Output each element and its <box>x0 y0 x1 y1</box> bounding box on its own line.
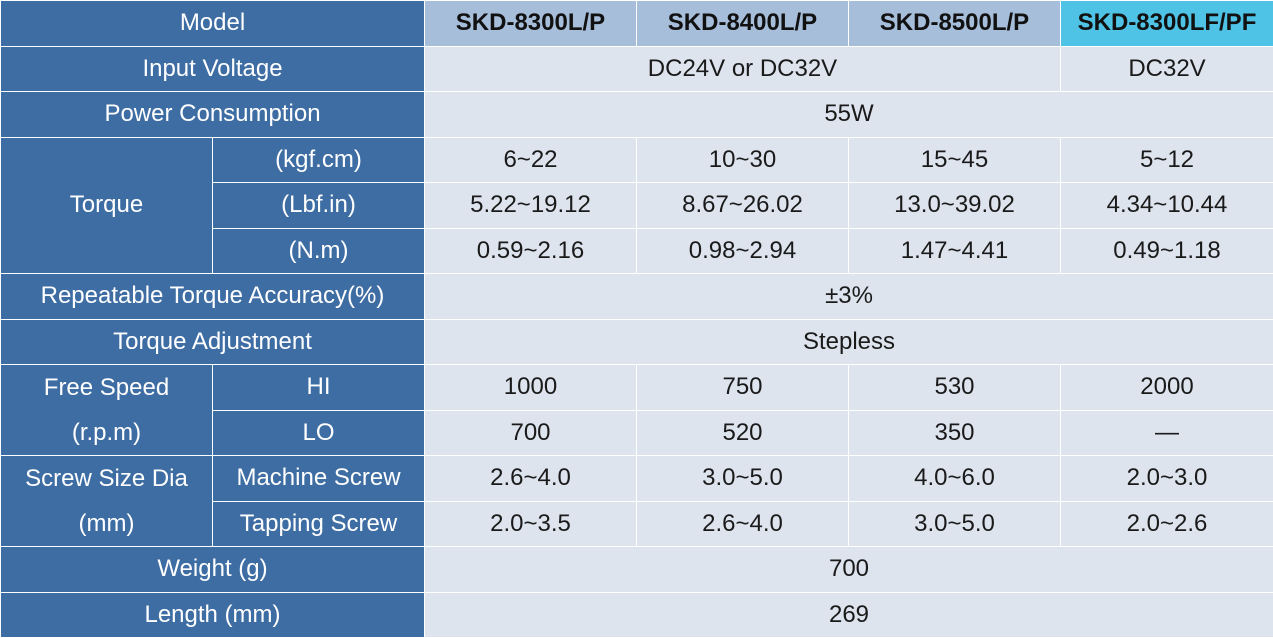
model-label: Model <box>1 1 425 47</box>
row-label: Power Consumption <box>1 92 425 138</box>
label-stack <box>1 456 212 546</box>
model-header: SKD-8400L/P <box>637 1 849 47</box>
cell-value: 3.0~5.0 <box>637 456 849 502</box>
model-header: SKD-8500L/P <box>849 1 1061 47</box>
label-stack <box>1 365 212 455</box>
cell-value: 520 <box>637 410 849 456</box>
cell-value: 0.49~1.18 <box>1061 228 1273 274</box>
cell-value: 2.6~4.0 <box>637 501 849 547</box>
free-speed-row <box>1 365 1273 411</box>
model-header: SKD-8300L/P <box>425 1 637 47</box>
cell-value: 700 <box>425 410 637 456</box>
row-label: Input Voltage <box>1 46 425 92</box>
label-line: (mm) <box>1 510 212 538</box>
cell-value: 530 <box>849 365 1061 411</box>
cell-value: — <box>1061 410 1273 456</box>
cell-value: 700 <box>425 547 1273 593</box>
cell-value: 8.67~26.02 <box>637 183 849 229</box>
label-line: Free Speed <box>1 374 212 402</box>
cell-value: 2.0~3.5 <box>425 501 637 547</box>
cell-value: 4.0~6.0 <box>849 456 1061 502</box>
sub-label: HI <box>213 365 425 411</box>
cell-value: 13.0~39.02 <box>849 183 1061 229</box>
sub-label: Machine Screw <box>213 456 425 502</box>
model-header: SKD-8300LF/PF <box>1061 1 1273 47</box>
sub-label: Tapping Screw <box>213 501 425 547</box>
cell-value: 2.0~3.0 <box>1061 456 1273 502</box>
row-label: Weight (g) <box>1 547 425 593</box>
unit-label: (Lbf.in) <box>213 183 425 229</box>
label-line: (r.p.m) <box>1 419 212 447</box>
sub-label: LO <box>213 410 425 456</box>
cell-value: DC32V <box>1061 46 1273 92</box>
row-label <box>1 456 213 547</box>
cell-value: 1.47~4.41 <box>849 228 1061 274</box>
row-label: Torque <box>1 137 213 274</box>
row-label: Repeatable Torque Accuracy(%) <box>1 274 425 320</box>
input-voltage-row <box>1 46 1273 92</box>
cell-value: 750 <box>637 365 849 411</box>
cell-value: 5.22~19.12 <box>425 183 637 229</box>
unit-label: (kgf.cm) <box>213 137 425 183</box>
cell-value: 5~12 <box>1061 137 1273 183</box>
length-row <box>1 592 1273 638</box>
cell-value: ±3% <box>425 274 1273 320</box>
cell-value: Stepless <box>425 319 1273 365</box>
model-row <box>1 1 1273 47</box>
cell-value: 2000 <box>1061 365 1273 411</box>
adjustment-row <box>1 319 1273 365</box>
cell-value: 4.34~10.44 <box>1061 183 1273 229</box>
cell-value: 10~30 <box>637 137 849 183</box>
power-row <box>1 92 1273 138</box>
screw-size-row <box>1 456 1273 502</box>
cell-value: 0.98~2.94 <box>637 228 849 274</box>
cell-value: 269 <box>425 592 1273 638</box>
cell-value: 2.0~2.6 <box>1061 501 1273 547</box>
row-label <box>1 365 213 456</box>
cell-value: 1000 <box>425 365 637 411</box>
cell-value: 2.6~4.0 <box>425 456 637 502</box>
cell-value: 55W <box>425 92 1273 138</box>
cell-value: 15~45 <box>849 137 1061 183</box>
cell-value: 350 <box>849 410 1061 456</box>
cell-value: 0.59~2.16 <box>425 228 637 274</box>
label-line: Screw Size Dia <box>1 465 212 493</box>
accuracy-row <box>1 274 1273 320</box>
cell-value: 3.0~5.0 <box>849 501 1061 547</box>
torque-row <box>1 137 1273 183</box>
cell-value: DC24V or DC32V <box>425 46 1061 92</box>
row-label: Length (mm) <box>1 592 425 638</box>
weight-row <box>1 547 1273 593</box>
cell-value: 6~22 <box>425 137 637 183</box>
unit-label: (N.m) <box>213 228 425 274</box>
row-label: Torque Adjustment <box>1 319 425 365</box>
